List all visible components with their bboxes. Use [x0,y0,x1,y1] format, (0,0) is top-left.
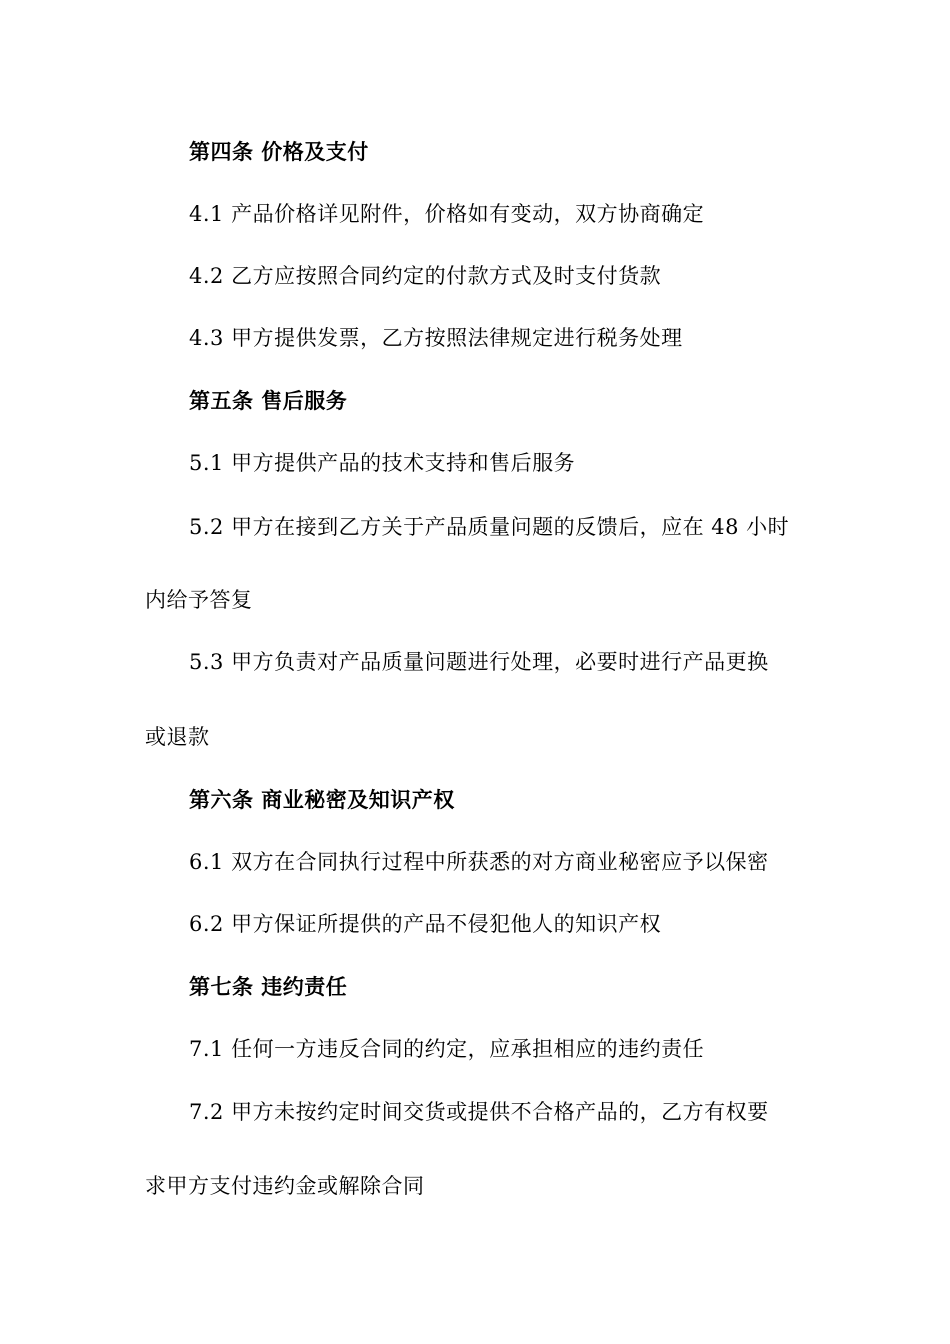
section-heading-7: 第七条 违约责任 [189,974,348,999]
clause-5-1: 5.1 甲方提供产品的技术支持和售后服务 [189,451,576,475]
clause-5-2-continuation: 内给予答复 [145,588,253,612]
clause-6-1: 6.1 双方在合同执行过程中所获悉的对方商业秘密应予以保密 [189,850,769,874]
clause-5-3-continuation: 或退款 [145,725,210,749]
clause-5-2: 5.2 甲方在接到乙方关于产品质量问题的反馈后，应在 48 小时 [189,515,790,539]
section-heading-5: 第五条 售后服务 [189,388,348,413]
clause-7-1: 7.1 任何一方违反合同的约定，应承担相应的违约责任 [189,1037,705,1061]
clause-7-2: 7.2 甲方未按约定时间交货或提供不合格产品的，乙方有权要 [189,1100,769,1124]
clause-7-2-continuation: 求甲方支付违约金或解除合同 [145,1174,425,1198]
section-heading-4: 第四条 价格及支付 [189,139,369,164]
clause-4-2: 4.2 乙方应按照合同约定的付款方式及时支付货款 [189,264,662,288]
section-heading-6: 第六条 商业秘密及知识产权 [189,787,455,812]
clause-5-3: 5.3 甲方负责对产品质量问题进行处理，必要时进行产品更换 [189,650,769,674]
clause-4-1: 4.1 产品价格详见附件，价格如有变动，双方协商确定 [189,202,705,226]
clause-6-2: 6.2 甲方保证所提供的产品不侵犯他人的知识产权 [189,912,662,936]
clause-4-3: 4.3 甲方提供发票，乙方按照法律规定进行税务处理 [189,326,683,350]
